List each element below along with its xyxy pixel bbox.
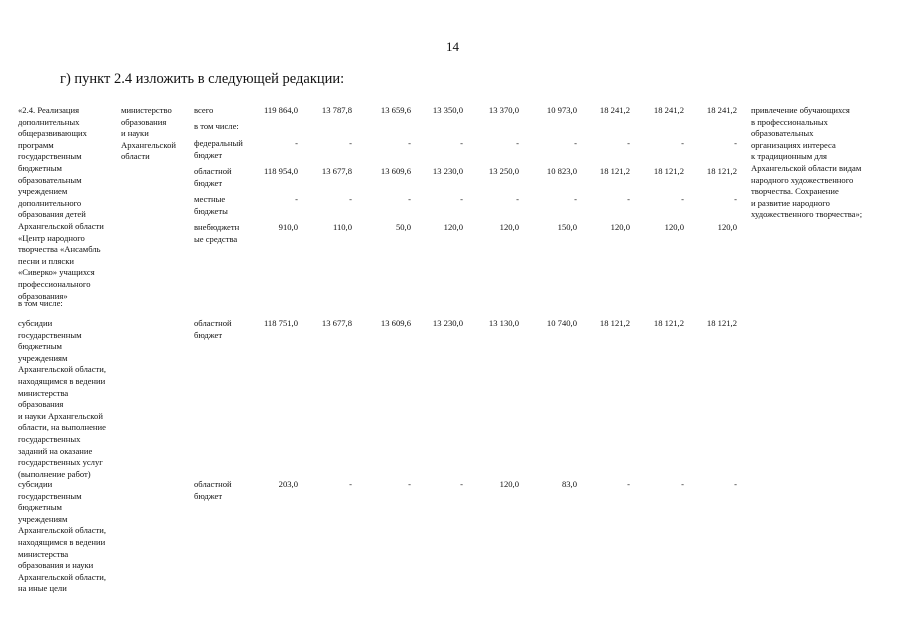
row3-source: областной бюджет: [194, 479, 232, 501]
value-cell: -: [460, 479, 463, 489]
row1-result: привлечение обучающихся в профессиональных образовательных организациях интереса к традиционным для Архангельской области видам народного художественного творчества. Сохранение и развитие народного художественного творчества»;: [751, 105, 863, 220]
value-cell: 18 241,2: [653, 105, 684, 115]
value-cell: 83,0: [561, 479, 577, 489]
value-cell: 13 130,0: [488, 318, 519, 328]
value-cell: -: [681, 479, 684, 489]
row1-name: «2.4. Реализация дополнительных общеразвивающих программ государственным бюджетным образовательным учреждением дополнительного образования детей Архангельской области «Центр народного творчества «Ансамбль песни и пляски «Сиверко» учащихся профессионального образования»: [18, 105, 104, 301]
value-cell: 118 954,0: [263, 166, 298, 176]
value-cell: 120,0: [499, 222, 519, 232]
value-cell: -: [627, 138, 630, 148]
value-cell: 13 659,6: [380, 105, 411, 115]
value-cell: 13 230,0: [432, 166, 463, 176]
value-cell: -: [408, 479, 411, 489]
source-label: федеральный бюджет: [194, 138, 243, 160]
value-cell: 203,0: [278, 479, 298, 489]
value-cell: -: [627, 479, 630, 489]
in-total-label: в том числе:: [18, 298, 63, 308]
value-cell: 13 230,0: [432, 318, 463, 328]
row1-executor: министерство образования и науки Архангельской области: [121, 105, 176, 162]
value-cell: 120,0: [499, 479, 519, 489]
value-cell: -: [349, 479, 352, 489]
value-cell: -: [734, 138, 737, 148]
value-cell: 13 250,0: [488, 166, 519, 176]
value-cell: 18 121,2: [653, 318, 684, 328]
value-cell: -: [681, 194, 684, 204]
value-cell: -: [574, 138, 577, 148]
value-cell: -: [627, 194, 630, 204]
row3-name: субсидии государственным бюджетным учреждениям Архангельской области, находящимся в ведении министерства образования и науки Архангельской области, на иные цели: [18, 479, 107, 594]
value-cell: 119 864,0: [263, 105, 298, 115]
value-cell: 18 121,2: [706, 166, 737, 176]
row2-name: субсидии государственным бюджетным учреждениям Архангельской области, находящимся в ведении министерства образования и науки Архангельской области, на выполнение государственных заданий на оказание государственных услуг (выполнение работ): [18, 318, 107, 479]
value-cell: 18 241,2: [706, 105, 737, 115]
value-cell: 18 241,2: [599, 105, 630, 115]
value-cell: -: [295, 138, 298, 148]
value-cell: 118 751,0: [263, 318, 298, 328]
value-cell: 13 609,6: [380, 318, 411, 328]
value-cell: 13 350,0: [432, 105, 463, 115]
value-cell: 10 973,0: [546, 105, 577, 115]
value-cell: 110,0: [332, 222, 352, 232]
value-cell: 13 787,8: [321, 105, 352, 115]
value-cell: 910,0: [278, 222, 298, 232]
value-cell: 120,0: [443, 222, 463, 232]
value-cell: -: [460, 138, 463, 148]
amendment-heading: г) пункт 2.4 изложить в следующей редакции:: [60, 71, 345, 87]
row2-source: областной бюджет: [194, 318, 232, 340]
value-cell: -: [574, 194, 577, 204]
value-cell: -: [516, 194, 519, 204]
source-label: внебюджетн ые средства: [194, 222, 240, 244]
source-label: в том числе:: [194, 121, 239, 131]
value-cell: 13 677,8: [321, 166, 352, 176]
value-cell: 120,0: [664, 222, 684, 232]
source-label: областной бюджет: [194, 166, 232, 188]
source-label: местные бюджеты: [194, 194, 228, 216]
value-cell: -: [681, 138, 684, 148]
value-cell: 50,0: [395, 222, 411, 232]
value-cell: -: [408, 194, 411, 204]
value-cell: 13 370,0: [488, 105, 519, 115]
value-cell: -: [516, 138, 519, 148]
value-cell: 150,0: [557, 222, 577, 232]
value-cell: -: [460, 194, 463, 204]
source-label: всего: [194, 105, 214, 115]
page-number: 14: [446, 39, 459, 54]
value-cell: 120,0: [610, 222, 630, 232]
value-cell: -: [734, 194, 737, 204]
value-cell: -: [408, 138, 411, 148]
value-cell: 13 609,6: [380, 166, 411, 176]
value-cell: -: [349, 138, 352, 148]
value-cell: 18 121,2: [653, 166, 684, 176]
value-cell: 10 740,0: [546, 318, 577, 328]
value-cell: -: [295, 194, 298, 204]
value-cell: 18 121,2: [599, 318, 630, 328]
value-cell: 120,0: [717, 222, 737, 232]
value-cell: 18 121,2: [706, 318, 737, 328]
value-cell: -: [349, 194, 352, 204]
value-cell: -: [734, 479, 737, 489]
value-cell: 10 823,0: [546, 166, 577, 176]
value-cell: 13 677,8: [321, 318, 352, 328]
value-cell: 18 121,2: [599, 166, 630, 176]
